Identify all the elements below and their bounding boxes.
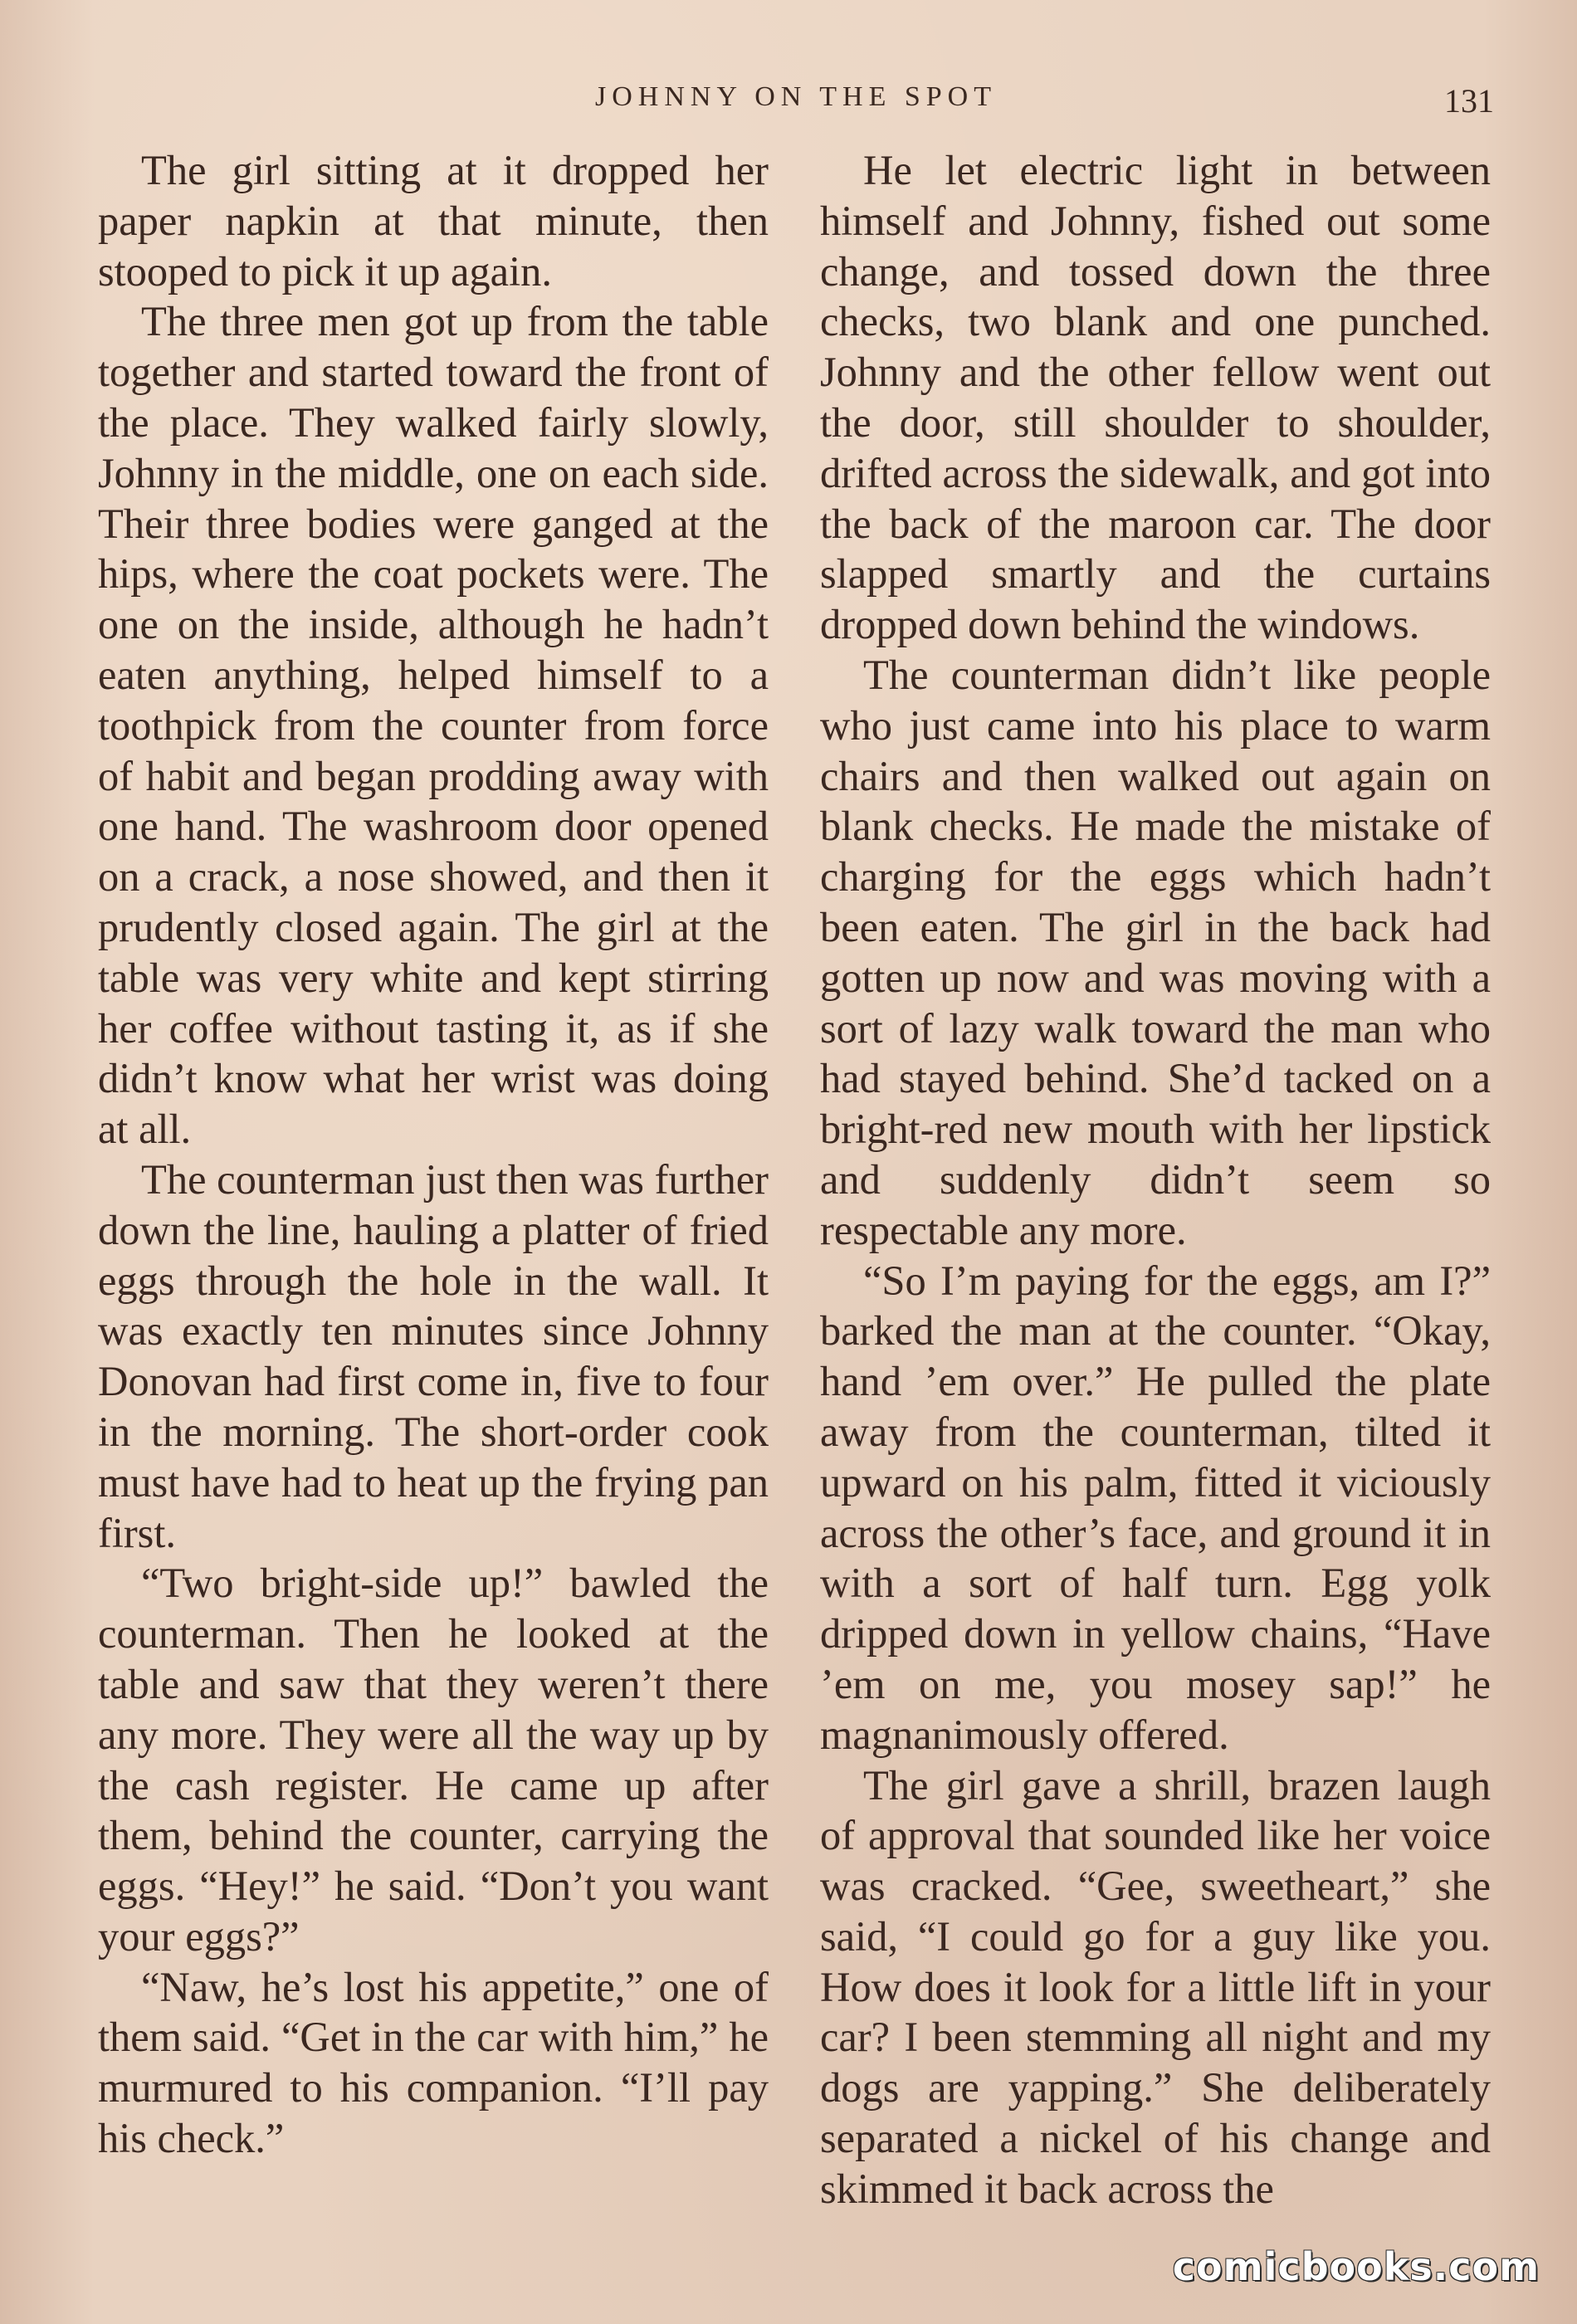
paragraph: The counterman didn’t like people who just came into his place to warm chairs and then walked out again on blank checks. He made the mistake of charging for the eggs which hadn’t been eaten. The girl in the back had gotten up now and was moving with a sort of lazy walk toward the man who had stayed behind. She’d tacked on a bright-red new mouth with her lipstick and suddenly didn’t seem so respectable any more. xyxy=(820,651,1491,1253)
paragraph: The counterman just then was further down the line, hauling a platter of fried eggs through the hole in the wall. It was exactly ten minutes since Johnny Donovan had first come in, five to four in the morning. The short-order cook must have had to heat up the frying pan first. xyxy=(98,1155,769,1556)
right-column xyxy=(820,145,1491,2214)
paragraph: The girl gave a shrill, brazen laugh of approval that sounded like her voice was cracked. “Gee, sweetheart,” she said, “I could go for a guy like you. How does it look for a little lift in your car? I been stemming all night and my dogs are yapping.” She deliberately separated a nickel of his change and skimmed it back across the xyxy=(820,1761,1491,2212)
running-title: JOHNNY ON THE SPOT xyxy=(595,81,997,112)
paragraph: “So I’m paying for the eggs, am I?” barked the man at the counter. “Okay, hand ’em over.” He pulled the plate away from the counterman, tilted it upward on his palm, fitted it viciously across the other’s face, and ground it in with a sort of half turn. Egg yolk dripped down in yellow chains, “Have ’em on me, you mosey sap!” he magnanimously offered. xyxy=(820,1257,1491,1758)
paragraph: “Naw, he’s lost his appetite,” one of them said. “Get in the car with him,” he murmured to his companion. “I’ll pay his check.” xyxy=(98,1963,769,2162)
site-watermark: comicbooks.com xyxy=(1172,2244,1540,2289)
paragraph: “Two bright-side up!” bawled the counterman. Then he looked at the table and saw that they weren’t there any more. They were all the way up by the cash register. He came up after them, behind the counter, carrying the eggs. “Hey!” he said. “Don’t you want your eggs?” xyxy=(98,1560,769,1960)
left-column xyxy=(98,145,769,2164)
paragraph: The three men got up from the table together and started toward the front of the place. They walked fairly slowly, Johnny in the middle, one on each side. Their three bodies were ganged at the hips, where the coat pockets were. The one on the inside, although he hadn’t eaten anything, helped himself to a toothpick from the counter from force of habit and began prodding away with one hand. The washroom door opened on a crack, a nose showed, and then it prudently closed again. The girl at the table was very white and kept stirring her coffee without tasting it, as if she didn’t know what her wrist was doing at all. xyxy=(98,298,769,1153)
page-number: 131 xyxy=(1444,82,1494,120)
paragraph: The girl sitting at it dropped her paper napkin at that minute, then stooped to pick it up again. xyxy=(98,147,769,295)
running-head xyxy=(98,81,1494,123)
paragraph: He let electric light in between himself and Johnny, fished out some change, and tossed down the three checks, two blank and one punched. Johnny and the other fellow went out the door, still shoulder to shoulder, drifted across the sidewalk, and got into the back of the maroon car. The door slapped smartly and the curtains dropped down behind the windows. xyxy=(820,147,1491,648)
